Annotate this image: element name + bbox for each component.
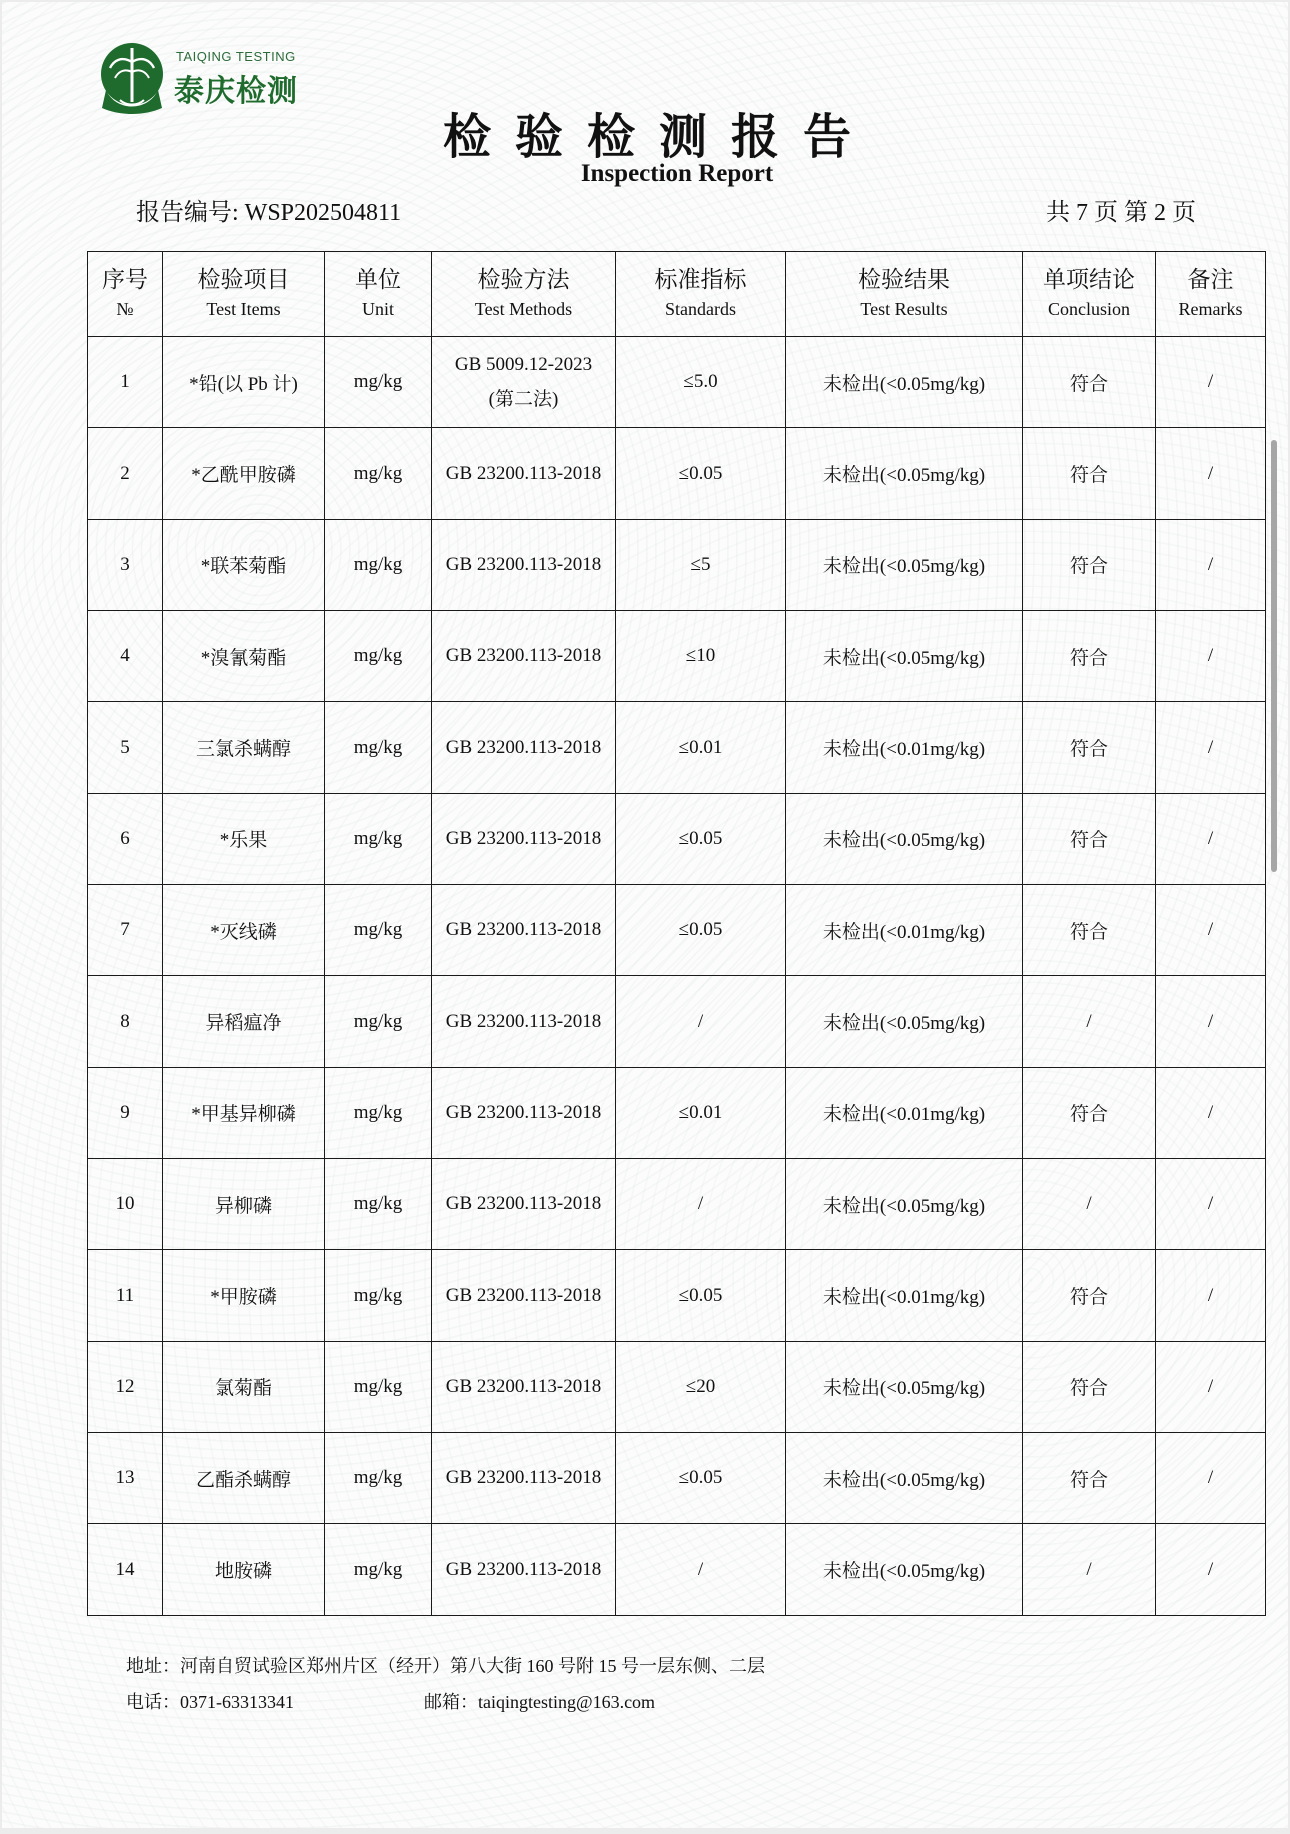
cell-method bbox=[432, 793, 616, 884]
cell-method bbox=[432, 337, 616, 428]
cell-unit: mg/kg bbox=[325, 1067, 432, 1158]
cell-unit: mg/kg bbox=[325, 1433, 432, 1524]
cell-result: 未检出(<0.05mg/kg) bbox=[786, 793, 1023, 884]
cell-method bbox=[432, 1433, 616, 1524]
report-page bbox=[2, 2, 1288, 1828]
report-number bbox=[136, 192, 407, 227]
cell-item: 氯菊酯 bbox=[163, 1341, 325, 1432]
cell-method bbox=[432, 1341, 616, 1432]
cell-remarks: / bbox=[1156, 976, 1266, 1067]
cell-conclusion: 符合 bbox=[1023, 1433, 1156, 1524]
cell-item: *乐果 bbox=[163, 793, 325, 884]
cell-result: 未检出(<0.01mg/kg) bbox=[786, 1067, 1023, 1158]
cell-remarks: / bbox=[1156, 1159, 1266, 1250]
cell-method-text: GB 23200.113-2018 bbox=[445, 462, 602, 484]
table-row bbox=[88, 1250, 1266, 1341]
cell-result: 未检出(<0.05mg/kg) bbox=[786, 1159, 1023, 1250]
cell-item: *甲基异柳磷 bbox=[163, 1067, 325, 1158]
header-cell: 序号 № bbox=[88, 252, 163, 337]
cell-remarks: / bbox=[1156, 1433, 1266, 1524]
cell-method bbox=[432, 885, 616, 976]
cell-result: 未检出(<0.01mg/kg) bbox=[786, 1250, 1023, 1341]
table-row bbox=[88, 1159, 1266, 1250]
cell-remarks: / bbox=[1156, 1341, 1266, 1432]
cell-standard: ≤0.01 bbox=[616, 1067, 786, 1158]
footer-address: 地址：河南自贸试验区郑州片区（经开）第八大街 160 号附 15 号一层东侧、二层 bbox=[126, 1656, 765, 1676]
cell-unit: mg/kg bbox=[325, 793, 432, 884]
logo-english-name: TAIQING TESTING bbox=[176, 49, 296, 64]
cell-conclusion: 符合 bbox=[1023, 519, 1156, 610]
header-cell: 备注 Remarks bbox=[1156, 252, 1266, 337]
cell-item: 乙酯杀螨醇 bbox=[163, 1433, 325, 1524]
cell-standard: ≤0.05 bbox=[616, 793, 786, 884]
cell-method-text: GB 23200.113-2018 bbox=[445, 1193, 602, 1215]
cell-result: 未检出(<0.05mg/kg) bbox=[786, 1433, 1023, 1524]
table-row bbox=[88, 702, 1266, 793]
cell-standard: ≤0.01 bbox=[616, 702, 786, 793]
cell-conclusion: 符合 bbox=[1023, 337, 1156, 428]
cell-unit: mg/kg bbox=[325, 428, 432, 519]
cell-item: 异稻瘟净 bbox=[163, 976, 325, 1067]
table-row bbox=[88, 611, 1266, 702]
header-cell: 检验结果 Test Results bbox=[786, 252, 1023, 337]
cell-unit: mg/kg bbox=[325, 519, 432, 610]
cell-method-text: GB 23200.113-2018 bbox=[445, 827, 602, 849]
table-row bbox=[88, 1341, 1266, 1432]
cell-remarks: / bbox=[1156, 1524, 1266, 1616]
header-cell: 单位 Unit bbox=[325, 252, 432, 337]
table-body bbox=[88, 337, 1266, 1616]
cell-remarks: / bbox=[1156, 885, 1266, 976]
table-row bbox=[88, 885, 1266, 976]
header-cell: 标准指标 Standards bbox=[616, 252, 786, 337]
cell-method bbox=[432, 428, 616, 519]
cell-remarks: / bbox=[1156, 1250, 1266, 1341]
report-number-value: WSP202504811 bbox=[244, 200, 402, 226]
cell-conclusion: 符合 bbox=[1023, 702, 1156, 793]
page-info: 共 7 页 第 2 页 bbox=[1046, 200, 1196, 226]
cell-method bbox=[432, 1250, 616, 1341]
cell-no: 11 bbox=[88, 1250, 163, 1341]
cell-method bbox=[432, 1159, 616, 1250]
cell-item: 地胺磷 bbox=[163, 1524, 325, 1616]
cell-unit: mg/kg bbox=[325, 1250, 432, 1341]
cell-item: 三氯杀螨醇 bbox=[163, 702, 325, 793]
cell-method-text: GB 23200.113-2018 bbox=[445, 736, 602, 758]
cell-conclusion: / bbox=[1023, 976, 1156, 1067]
report-title-en: Inspection Report bbox=[580, 160, 774, 187]
cell-result: 未检出(<0.05mg/kg) bbox=[786, 337, 1023, 428]
cell-method-text: GB 5009.12-2023 bbox=[454, 353, 593, 375]
table-row bbox=[88, 1433, 1266, 1524]
cell-no: 5 bbox=[88, 702, 163, 793]
footer-contact bbox=[126, 1688, 655, 1714]
cell-standard: / bbox=[616, 976, 786, 1067]
cell-method-text: GB 23200.113-2018 bbox=[445, 1284, 602, 1306]
cell-method bbox=[432, 976, 616, 1067]
cell-remarks: / bbox=[1156, 337, 1266, 428]
table-row bbox=[88, 1524, 1266, 1616]
cell-method bbox=[432, 1524, 616, 1616]
cell-method-text: GB 23200.113-2018 bbox=[445, 1375, 602, 1397]
cell-conclusion: 符合 bbox=[1023, 1067, 1156, 1158]
header-cell: 检验方法 Test Methods bbox=[432, 252, 616, 337]
footer-phone: 电话：0371-63313341 bbox=[126, 1692, 294, 1712]
cell-method-note: (第二法) bbox=[488, 388, 559, 410]
cell-unit: mg/kg bbox=[325, 702, 432, 793]
cell-remarks: / bbox=[1156, 793, 1266, 884]
cell-result: 未检出(<0.01mg/kg) bbox=[786, 885, 1023, 976]
cell-no: 9 bbox=[88, 1067, 163, 1158]
report-number-label: 报告编号: bbox=[136, 200, 239, 226]
cell-no: 3 bbox=[88, 519, 163, 610]
logo-chinese-name: 泰庆检测 bbox=[174, 74, 298, 109]
cell-no: 8 bbox=[88, 976, 163, 1067]
cell-remarks: / bbox=[1156, 611, 1266, 702]
cell-remarks: / bbox=[1156, 428, 1266, 519]
cell-standard: ≤0.05 bbox=[616, 428, 786, 519]
cell-remarks: / bbox=[1156, 1067, 1266, 1158]
cell-unit: mg/kg bbox=[325, 337, 432, 428]
cell-item: *灭线磷 bbox=[163, 885, 325, 976]
cell-conclusion: 符合 bbox=[1023, 1250, 1156, 1341]
cell-unit: mg/kg bbox=[325, 885, 432, 976]
cell-standard: / bbox=[616, 1524, 786, 1616]
cell-standard: ≤0.05 bbox=[616, 1433, 786, 1524]
table-row bbox=[88, 793, 1266, 884]
cell-no: 13 bbox=[88, 1433, 163, 1524]
results-table bbox=[87, 251, 1266, 1616]
cell-no: 14 bbox=[88, 1524, 163, 1616]
header-cell: 单项结论 Conclusion bbox=[1023, 252, 1156, 337]
cell-method-text: GB 23200.113-2018 bbox=[445, 919, 602, 941]
cell-method-text: GB 23200.113-2018 bbox=[445, 553, 602, 575]
cell-no: 7 bbox=[88, 885, 163, 976]
cell-method bbox=[432, 702, 616, 793]
cell-conclusion: / bbox=[1023, 1159, 1156, 1250]
cell-result: 未检出(<0.05mg/kg) bbox=[786, 428, 1023, 519]
cell-result: 未检出(<0.01mg/kg) bbox=[786, 702, 1023, 793]
cell-standard: ≤10 bbox=[616, 611, 786, 702]
cell-unit: mg/kg bbox=[325, 1341, 432, 1432]
cell-unit: mg/kg bbox=[325, 611, 432, 702]
cell-no: 12 bbox=[88, 1341, 163, 1432]
table-row bbox=[88, 428, 1266, 519]
cell-no: 4 bbox=[88, 611, 163, 702]
cell-item: *铅(以 Pb 计) bbox=[163, 337, 325, 428]
cell-remarks: / bbox=[1156, 702, 1266, 793]
cell-result: 未检出(<0.05mg/kg) bbox=[786, 1341, 1023, 1432]
cell-method bbox=[432, 519, 616, 610]
header-cell: 检验项目 Test Items bbox=[163, 252, 325, 337]
cell-item: 异柳磷 bbox=[163, 1159, 325, 1250]
cell-remarks: / bbox=[1156, 519, 1266, 610]
table-row bbox=[88, 1067, 1266, 1158]
cell-conclusion: 符合 bbox=[1023, 428, 1156, 519]
cell-method bbox=[432, 1067, 616, 1158]
cell-result: 未检出(<0.05mg/kg) bbox=[786, 519, 1023, 610]
cell-item: *溴氰菊酯 bbox=[163, 611, 325, 702]
cell-no: 2 bbox=[88, 428, 163, 519]
footer-email: 邮箱：taiqingtesting@163.com bbox=[424, 1692, 656, 1712]
cell-conclusion: 符合 bbox=[1023, 1341, 1156, 1432]
table-header-row bbox=[88, 252, 1266, 337]
cell-conclusion: 符合 bbox=[1023, 611, 1156, 702]
cell-conclusion: / bbox=[1023, 1524, 1156, 1616]
cell-result: 未检出(<0.05mg/kg) bbox=[786, 1524, 1023, 1616]
table-row bbox=[88, 976, 1266, 1067]
cell-standard: ≤20 bbox=[616, 1341, 786, 1432]
cell-standard: ≤5 bbox=[616, 519, 786, 610]
report-title-cn: 检验检测报告 bbox=[442, 109, 875, 165]
cell-unit: mg/kg bbox=[325, 976, 432, 1067]
cell-method-text: GB 23200.113-2018 bbox=[445, 645, 602, 667]
cell-standard: ≤0.05 bbox=[616, 1250, 786, 1341]
cell-standard: ≤5.0 bbox=[616, 337, 786, 428]
cell-standard: ≤0.05 bbox=[616, 885, 786, 976]
cell-no: 1 bbox=[88, 337, 163, 428]
cell-conclusion: 符合 bbox=[1023, 793, 1156, 884]
cell-method-text: GB 23200.113-2018 bbox=[445, 1010, 602, 1032]
cell-method-text: GB 23200.113-2018 bbox=[445, 1467, 602, 1489]
cell-conclusion: 符合 bbox=[1023, 885, 1156, 976]
vertical-scrollbar[interactable] bbox=[1271, 440, 1277, 872]
cell-result: 未检出(<0.05mg/kg) bbox=[786, 976, 1023, 1067]
cell-unit: mg/kg bbox=[325, 1159, 432, 1250]
cell-item: *联苯菊酯 bbox=[163, 519, 325, 610]
cell-item: *乙酰甲胺磷 bbox=[163, 428, 325, 519]
table-row bbox=[88, 519, 1266, 610]
cell-no: 10 bbox=[88, 1159, 163, 1250]
cell-item: *甲胺磷 bbox=[163, 1250, 325, 1341]
cell-no: 6 bbox=[88, 793, 163, 884]
cell-unit: mg/kg bbox=[325, 1524, 432, 1616]
cell-standard: / bbox=[616, 1159, 786, 1250]
cell-method bbox=[432, 611, 616, 702]
cell-method-text: GB 23200.113-2018 bbox=[445, 1101, 602, 1123]
cell-result: 未检出(<0.05mg/kg) bbox=[786, 611, 1023, 702]
cell-method-text: GB 23200.113-2018 bbox=[445, 1558, 602, 1580]
table-row bbox=[88, 337, 1266, 428]
